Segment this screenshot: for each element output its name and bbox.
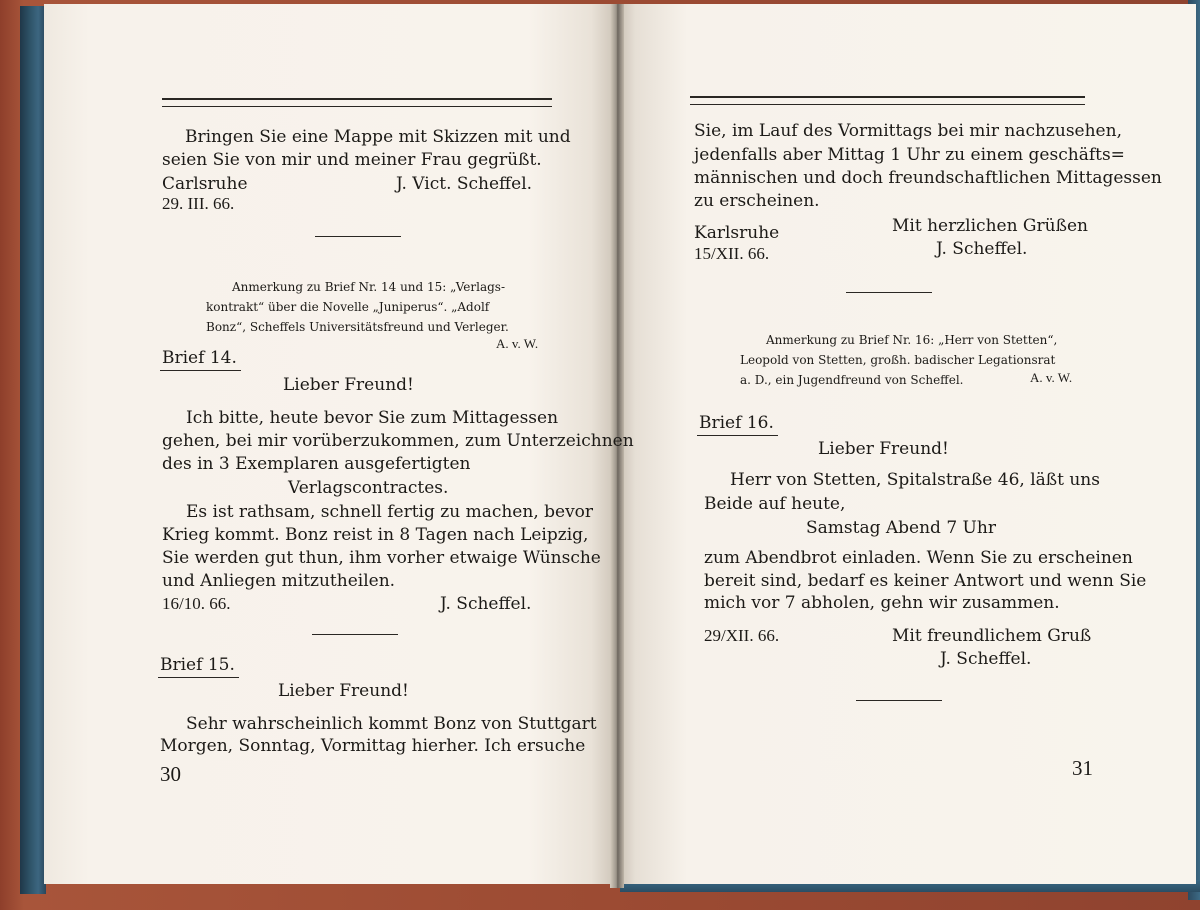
brief-16-line-5: bereit sind, bedarf es keiner Antwort und wenn Sie	[704, 571, 1147, 591]
brief-16-line-4: zum Abendbrot einladen. Wenn Sie zu erscheinen	[704, 548, 1133, 568]
right-separator-1	[846, 292, 932, 293]
right-date: 15/XII. 66.	[694, 244, 770, 263]
brief-14-line-5: Es ist rathsam, schnell fertig zu machen, bevor	[186, 502, 594, 522]
right-note-line-1: Anmerkung zu Brief Nr. 16: „Herr von Stetten“,	[766, 333, 1058, 347]
heading-brief-15: Brief 15.	[158, 654, 239, 678]
left-header-rule	[162, 98, 552, 107]
right-note-line-2: Leopold von Stetten, großh. badischer Legationsrat	[740, 353, 1056, 367]
heading-brief-14: Brief 14.	[160, 347, 241, 371]
brief-14-line-3: des in 3 Exemplaren ausgefertigten	[162, 454, 471, 474]
left-line-2: seien Sie von mir und meiner Frau gegrüßt.	[162, 150, 542, 170]
brief-14-line-4: Verlagscontractes.	[288, 478, 449, 498]
left-line-1: Bringen Sie eine Mappe mit Skizzen mit und	[185, 127, 571, 147]
brief-14-line-1: Ich bitte, heute bevor Sie zum Mittagessen	[186, 408, 559, 428]
right-separator-2	[856, 700, 942, 701]
greeting-brief-15: Lieber Freund!	[278, 681, 409, 701]
page-number-right: 31	[1072, 756, 1093, 780]
right-line-1: Sie, im Lauf des Vormittags bei mir nachzusehen,	[694, 121, 1122, 141]
right-note-author: A. v. W.	[1030, 370, 1073, 385]
brief-16-signature: J. Scheffel.	[940, 649, 1032, 669]
brief-16-line-3: Samstag Abend 7 Uhr	[806, 518, 996, 538]
right-line-4: zu erscheinen.	[694, 191, 820, 211]
right-signature: J. Scheffel.	[936, 239, 1028, 259]
greeting-brief-16: Lieber Freund!	[818, 439, 949, 459]
brief-16-closing: Mit freundlichem Gruß	[892, 626, 1092, 646]
brief-14-signature: J. Scheffel.	[440, 594, 532, 614]
left-note-author: A. v. W.	[496, 336, 539, 351]
brief-16-line-1: Herr von Stetten, Spitalstraße 46, läßt uns	[730, 470, 1100, 490]
brief-16-line-2: Beide auf heute,	[704, 494, 846, 514]
left-note-line-3: Bonz“, Scheffels Universitätsfreund und Verleger.	[206, 320, 509, 334]
right-header-rule	[690, 96, 1085, 105]
left-note-line-1: Anmerkung zu Brief Nr. 14 und 15: „Verlags-	[232, 280, 506, 294]
brief-16-date: 29/XII. 66.	[704, 626, 780, 645]
greeting-brief-14: Lieber Freund!	[283, 375, 414, 395]
brief-15-line-2: Morgen, Sonntag, Vormittag hierher. Ich ersuche	[160, 736, 586, 756]
brief-16-line-6: mich vor 7 abholen, gehn wir zusammen.	[704, 593, 1060, 613]
right-line-3: männischen und doch freundschaftlichen Mittagessen	[694, 168, 1162, 188]
left-date-1: 29. III. 66.	[162, 194, 235, 213]
brief-14-line-7: Sie werden gut thun, ihm vorher etwaige Wünsche	[162, 548, 601, 568]
brief-14-line-2: gehen, bei mir vorüberzukommen, zum Unterzeichnen	[162, 431, 634, 451]
brief-14-line-8: und Anliegen mitzutheilen.	[162, 571, 396, 591]
brief-14-line-6: Krieg kommt. Bonz reist in 8 Tagen nach Leipzig,	[162, 525, 589, 545]
left-page-edges	[20, 6, 46, 894]
heading-brief-16: Brief 16.	[697, 412, 778, 436]
right-closing: Mit herzlichen Grüßen	[892, 216, 1088, 236]
right-note-line-3: a. D., ein Jugendfreund von Scheffel.	[740, 373, 964, 387]
right-line-2: jedenfalls aber Mittag 1 Uhr zu einem geschäfts=	[694, 145, 1125, 165]
left-note-line-2: kontrakt“ über die Novelle „Juniperus“. „Adolf	[206, 300, 490, 314]
page-number-left: 30	[160, 762, 181, 786]
left-place: Carlsruhe	[162, 174, 248, 194]
brief-15-line-1: Sehr wahrscheinlich kommt Bonz von Stuttgart	[186, 714, 597, 734]
left-signature-1: J. Vict. Scheffel.	[396, 174, 533, 194]
left-separator-2	[312, 634, 398, 635]
right-place: Karlsruhe	[694, 223, 780, 243]
left-separator-1	[315, 236, 401, 237]
brief-14-date: 16/10. 66.	[162, 594, 231, 613]
